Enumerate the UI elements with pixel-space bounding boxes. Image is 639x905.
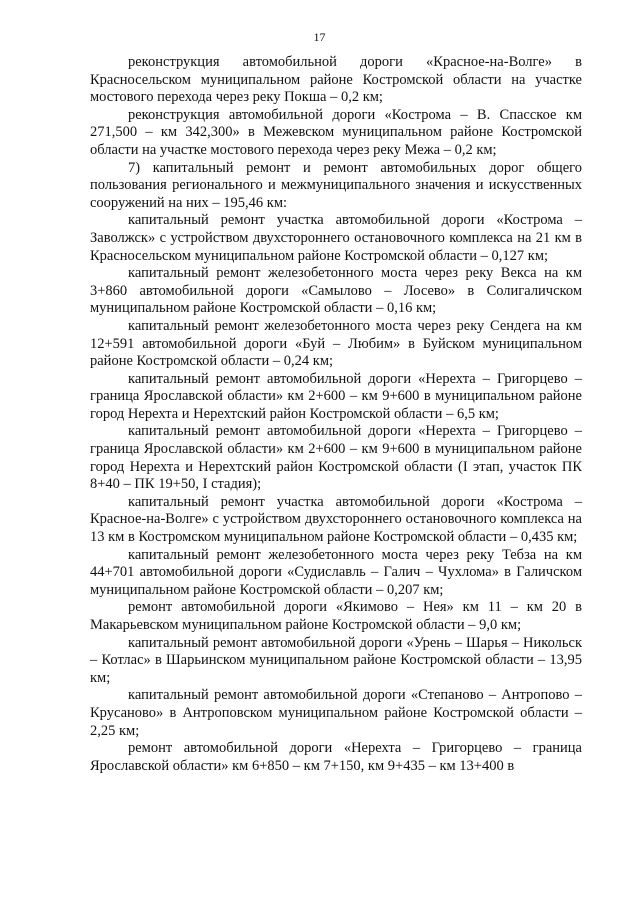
paragraph-reconstruction-pokshа: реконструкция автомобильной дороги «Красное-на-Волге» в Красносельском муниципальном районе Костромской области на участке мостового перехода через реку Покша – 0,2 км; <box>90 54 582 106</box>
document-body <box>90 54 582 775</box>
paragraph-repair-nerekhta-grigortsevo-stage-1: капитальный ремонт автомобильной дороги «Нерехта – Григорцево – граница Ярославской области» км 2+600 – км 9+600 в муниципальном районе город Нерехта и Нерехтский район Костромской области (I этап, участок ПК 8+40 – ПК 19+50, I стадия); <box>90 423 582 493</box>
paragraph-repair-uren-sharya: капитальный ремонт автомобильной дороги «Урень – Шарья – Никольск – Котлас» в Шарьинском муниципальном районе Костромской области – 13,95 км; <box>90 634 582 686</box>
paragraph-repair-bridge-sendega: капитальный ремонт железобетонного моста через реку Сендега на км 12+591 автомобильной дороги «Буй – Любим» в Буйском муниципальном районе Костромской области – 0,24 км; <box>90 317 582 370</box>
paragraph-repair-bridge-veksa: капитальный ремонт железобетонного моста через реку Векса на км 3+860 автомобильной дороги «Самылово – Лосево» в Солигаличском муниципальном районе Костромской области – 0,16 км; <box>90 265 582 317</box>
paragraph-repair-nerekhta-grigortsevo: капитальный ремонт автомобильной дороги «Нерехта – Григорцево – граница Ярославской области» км 2+600 – км 9+600 в муниципальном районе город Нерехта и Нерехтский район Костромской области – 6,5 км; <box>90 370 582 422</box>
paragraph-repair-kostroma-krasnoe: капитальный ремонт участка автомобильной дороги «Кострома – Красное-на-Волге» с устройством двухстороннего остановочного комплекса на 13 км в Костромском муниципальном районе Костромской области – 0,435 км; <box>90 493 582 546</box>
paragraph-repair-nerekhta-partial: ремонт автомобильной дороги «Нерехта – Григорцево – граница Ярославской области» км 6+850 – км 7+150, км 9+435 – км 13+400 в <box>90 740 582 774</box>
paragraph-reconstruction-mezha: реконструкция автомобильной дороги «Кострома – В. Спасское км 271,500 – км 342,300» в Межевском муниципальном районе Костромской области на участке мостового перехода через реку Межа – 0,2 км; <box>90 106 582 158</box>
paragraph-repair-stepanovo-antropovo: капитальный ремонт автомобильной дороги «Степаново – Антропово – Крусаново» в Антроповском муниципальном районе Костромской области – 2,25 км; <box>90 687 582 739</box>
paragraph-repair-bridge-tebza: капитальный ремонт железобетонного моста через реку Тебза на км 44+701 автомобильной дороги «Судиславль – Галич – Чухлома» в Галичском муниципальном районе Костромской области – 0,207 км; <box>90 546 582 598</box>
paragraph-repair-yakimovo-neya: ремонт автомобильной дороги «Якимово – Нея» км 11 – км 20 в Макарьевском муниципальном районе Костромской области – 9,0 км; <box>90 599 582 633</box>
paragraph-repair-kostroma-zavolzhsk: капитальный ремонт участка автомобильной дороги «Кострома – Заволжск» с устройством двухстороннего остановочного комплекса на 21 км в Красносельском муниципальном районе Костромской области – 0,127 км; <box>90 212 582 264</box>
paragraph-item-7-heading: 7) капитальный ремонт и ремонт автомобильных дорог общего пользования регионального и межмуниципального значения и искусственных сооружений на них – 195,46 км: <box>90 159 582 211</box>
page-number: 17 <box>313 30 326 44</box>
